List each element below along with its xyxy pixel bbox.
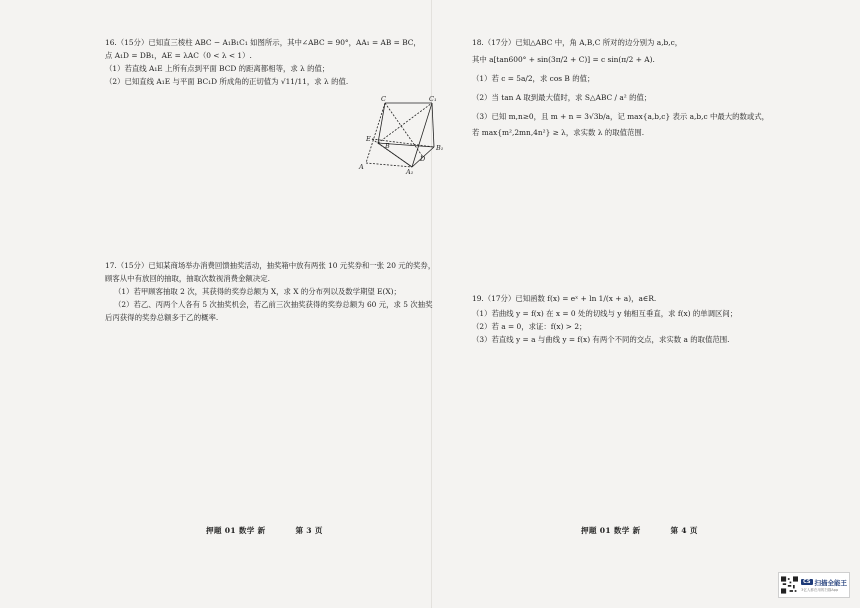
q16-line-2: 点 A₁D = DB₁，AE = λAC（0 < λ < 1）. xyxy=(105,51,252,60)
right-page xyxy=(432,0,860,608)
q18-line-2: 其中 a[tan600° + sin(3π/2 + C)] = c sin(π/2 + A). xyxy=(472,55,655,64)
label-B1: B₁ xyxy=(436,144,444,152)
q18-line-6: 若 max{m²,2mn,4n²} ≥ λ，求实数 λ 的取值范围. xyxy=(472,128,645,137)
q18-line-1: 18.（17分）已知△ABC 中，角 A,B,C 所对的边分别为 a,b,c， xyxy=(472,38,683,47)
q19-line-3: （2）若 a = 0，求证：f(x) > 2； xyxy=(472,322,587,331)
question-17 xyxy=(105,259,435,324)
q16-line-1: 16.（15分）已知直三棱柱 ABC − A₁B₁C₁ 如图所示，其中∠ABC = 90°，AA₁ = AB = BC， xyxy=(105,38,421,47)
right-footer-paper: 押题 01 数学 新 xyxy=(581,526,641,535)
label-B: B xyxy=(385,142,390,150)
label-D: D xyxy=(420,155,426,163)
label-E: E xyxy=(366,135,371,143)
question-16 xyxy=(105,36,421,88)
question-18 xyxy=(472,36,769,139)
q18-line-4: （2）当 tan A 取到最大值时，求 S△ABC / a² 的值； xyxy=(472,93,652,102)
q17-line-1: 17.（15分）已知某商场举办消费回馈抽奖活动，抽奖箱中放有两张 10 元奖券和一张 20 元的奖券， xyxy=(105,261,436,270)
label-C: C xyxy=(381,95,386,103)
q19-line-2: （1）若曲线 y = f(x) 在 x = 0 处的切线与 y 轴相互垂直，求 f(x) 的单调区间； xyxy=(472,309,738,318)
q16-line-3: （1）若直线 A₁E 上所有点到平面 BCD 的距离都相等，求 λ 的值； xyxy=(105,64,330,73)
scanner-subtitle: 3亿人都在用的扫描App xyxy=(801,587,839,592)
label-C1: C₁ xyxy=(429,95,437,103)
right-footer-page: 第 4 页 xyxy=(670,526,698,535)
label-A1: A₁ xyxy=(406,168,414,175)
left-footer xyxy=(206,525,353,536)
q17-line-3: （1）若甲顾客抽取 2 次，其获得的奖券总额为 X，求 X 的分布列以及数学期望 E(X)； xyxy=(114,287,401,296)
label-A: A xyxy=(359,163,364,171)
scanner-badge xyxy=(778,572,850,598)
q17-line-4: （2）若乙、丙两个人各有 5 次抽奖机会，若乙前三次抽奖获得的奖券总额为 60 元，求 5 次抽奖 xyxy=(114,300,433,309)
left-footer-page: 第 3 页 xyxy=(295,526,323,535)
scanner-name: 扫描全能王 xyxy=(814,578,847,587)
q19-line-4: （3）若直线 y = a 与曲线 y = f(x) 有两个不同的交点，求实数 a 的取值范围. xyxy=(472,335,730,344)
q18-line-3: （1）若 c = 5a/2，求 cos B 的值； xyxy=(472,74,595,83)
question-19 xyxy=(472,292,737,346)
q16-line-4: （2）已知直线 A₁E 与平面 BC₁D 所成角的正切值为 √11/11，求 λ 的值. xyxy=(105,77,349,86)
q17-line-2: 顾客从中有放回的抽取，抽取次数视消费金额决定. xyxy=(105,274,270,283)
right-footer xyxy=(581,525,728,536)
left-footer-paper: 押题 01 数学 新 xyxy=(206,526,266,535)
q17-line-5: 后丙获得的奖券总额多于乙的概率. xyxy=(105,313,219,322)
qr-code-icon xyxy=(781,575,798,595)
q18-line-5: （3）已知 m,n≥0，且 m + n = 3√3b/a，记 max{a,b,c} 表示 a,b,c 中最大的数或式， xyxy=(472,112,770,121)
q19-line-1: 19.（17分）已知函数 f(x) = eˣ + ln 1/(x + a)，a∈R. xyxy=(472,294,657,303)
scanner-logo-icon: CS xyxy=(803,579,811,585)
